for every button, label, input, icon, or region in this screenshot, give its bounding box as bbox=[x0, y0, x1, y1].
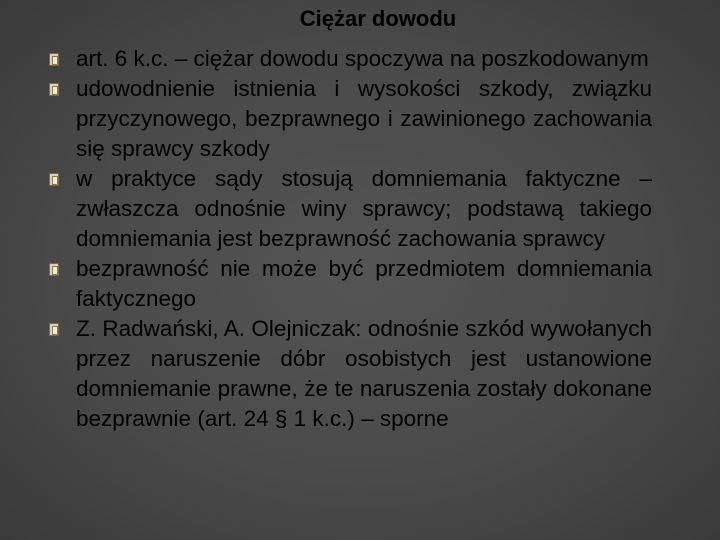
bullet-list bbox=[76, 44, 652, 434]
bullet-item bbox=[76, 74, 652, 164]
bullet-item bbox=[76, 44, 652, 74]
bullet-box-icon bbox=[49, 173, 59, 186]
bullet-box-icon bbox=[49, 83, 59, 96]
bullet-text: w praktyce sądy stosują domniemania faktyczne – zwłaszcza odnośnie winy sprawcy; podstawą takiego domniemania jest bezprawność zachowania sprawcy bbox=[76, 166, 652, 251]
bullet-item bbox=[76, 254, 652, 314]
bullet-text: udowodnienie istnienia i wysokości szkody, związku przyczynowego, bezprawnego i zawinionego zachowania się sprawcy szkody bbox=[76, 76, 652, 161]
slide-title: Ciężar dowodu bbox=[299, 6, 457, 31]
bullet-box-icon bbox=[49, 263, 59, 276]
bullet-text: bezprawność nie może być przedmiotem domniemania faktycznego bbox=[76, 256, 652, 311]
bullet-text: Z. Radwański, A. Olejniczak: odnośnie szkód wywołanych przez naruszenie dóbr osobistych jest ustanowione domniemanie prawne, że te naruszenia zostały dokonane bezprawnie (art. 24 § 1 k.c.) – sporne bbox=[76, 316, 652, 431]
bullet-item bbox=[76, 314, 652, 434]
bullet-text: art. 6 k.c. – ciężar dowodu spoczywa na poszkodowanym bbox=[76, 46, 649, 71]
bullet-box-icon bbox=[49, 323, 59, 336]
bullet-box-icon bbox=[49, 53, 59, 66]
bullet-item bbox=[76, 164, 652, 254]
